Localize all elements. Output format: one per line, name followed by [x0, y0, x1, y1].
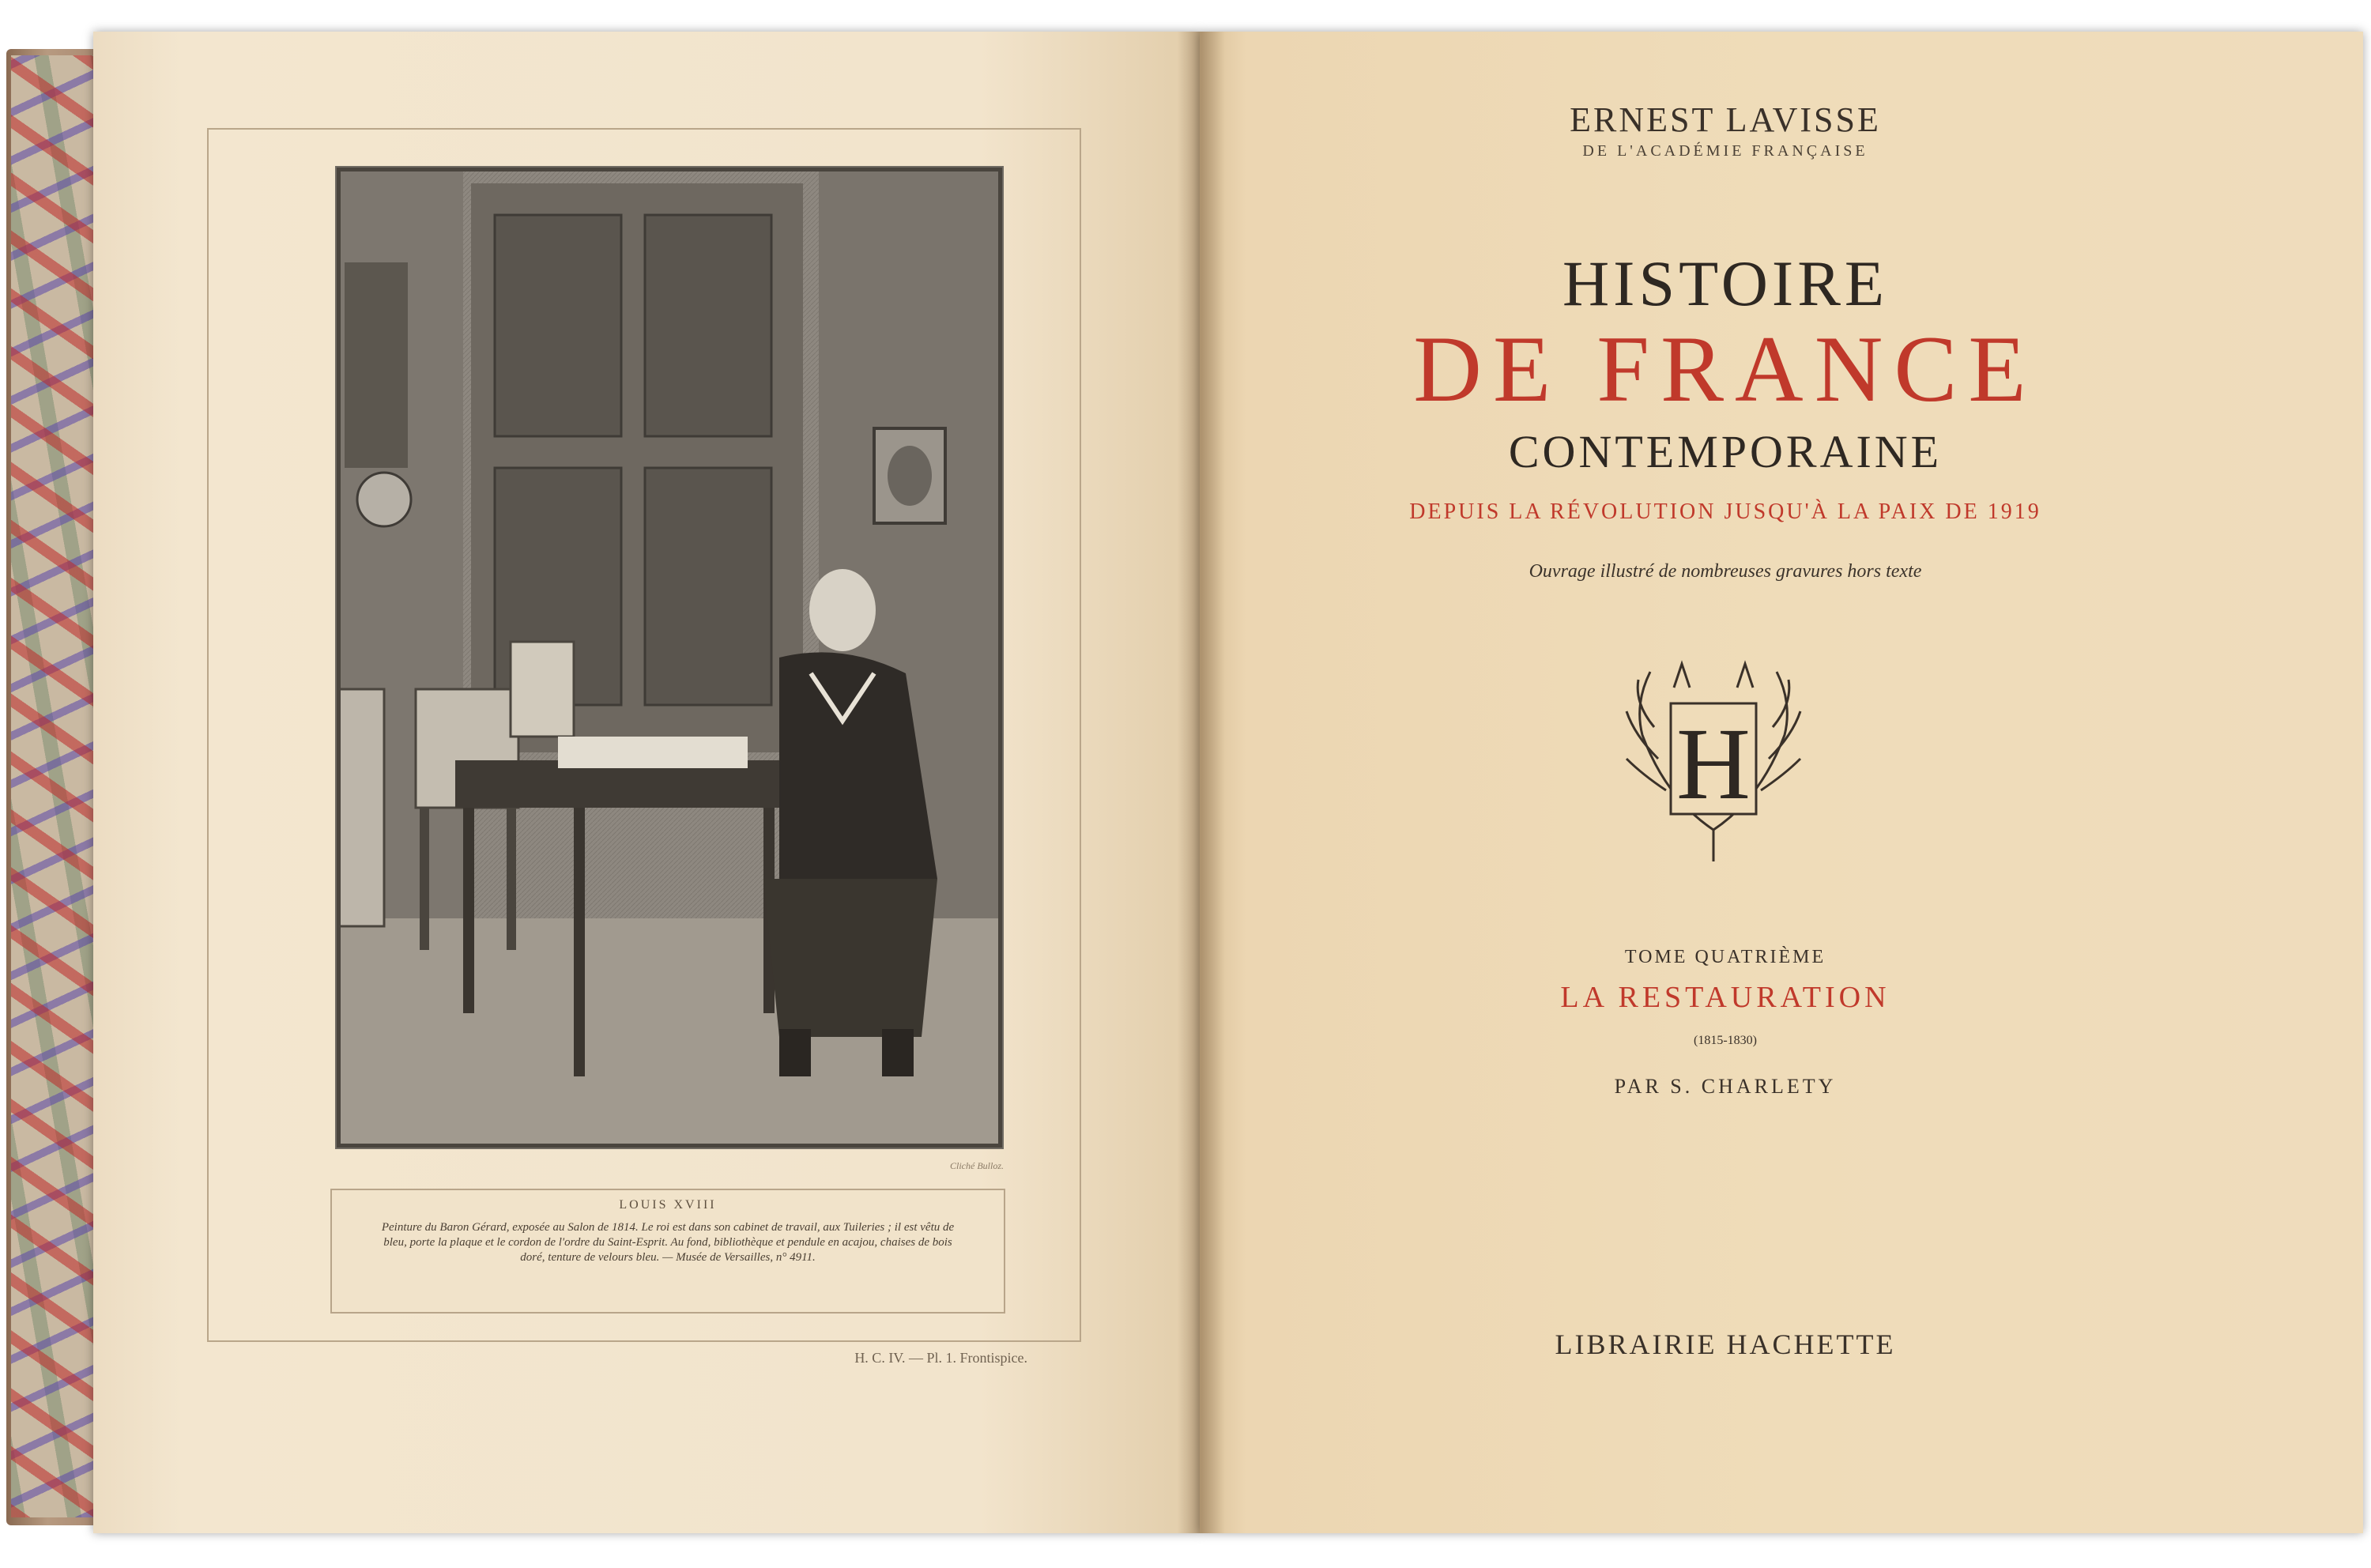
caption-text: Peinture du Baron Gérard, exposée au Salon de 1814. Le roi est dans son cabinet de travail, aux Tuileries ; il est vêtu de bleu, porte la plaque et le cordon de l'ordre du Saint-Esprit. Au fond, bibliothèque et pendule en acajou, chaises de bois doré, tenture de velours bleu. — Musée de Versailles, n° 4911.: [381, 1221, 955, 1264]
title-line-2: DE FRANCE: [1413, 316, 2037, 421]
volume-title: LA RESTAURATION: [1560, 981, 1890, 1014]
hachette-emblem-icon: [1595, 640, 1832, 869]
frontispiece-engraving: [335, 166, 1004, 1149]
caption-title: LOUIS XVIII: [619, 1198, 717, 1212]
plate-reference: H. C. IV. — Pl. 1. Frontispice.: [854, 1350, 1027, 1366]
period-subtitle: DEPUIS LA RÉVOLUTION JUSQU'À LA PAIX DE 1919: [1409, 499, 2041, 524]
volume-number: TOME QUATRIÈME: [1624, 947, 1826, 967]
marbled-endpaper: [11, 55, 93, 1517]
publisher-name: LIBRAIRIE HACHETTE: [1555, 1329, 1896, 1360]
title-line-1: HISTOIRE: [1562, 247, 1889, 319]
volume-author: PAR S. CHARLETY: [1614, 1075, 1837, 1098]
illustrations-note: Ouvrage illustré de nombreuses gravures hors texte: [1529, 561, 1922, 582]
author-affiliation: DE L'ACADÉMIE FRANÇAISE: [1582, 142, 1868, 160]
author-name: ERNEST LAVISSE: [1570, 100, 1881, 139]
volume-dates: (1815-1830): [1694, 1034, 1757, 1047]
title-line-3: CONTEMPORAINE: [1508, 426, 1943, 477]
plate-caption-box: [330, 1189, 1005, 1314]
engraving-scene: [337, 168, 1002, 1148]
plate-credit: Cliché Bulloz.: [950, 1160, 1004, 1171]
emblem-letter: H: [1676, 707, 1751, 821]
